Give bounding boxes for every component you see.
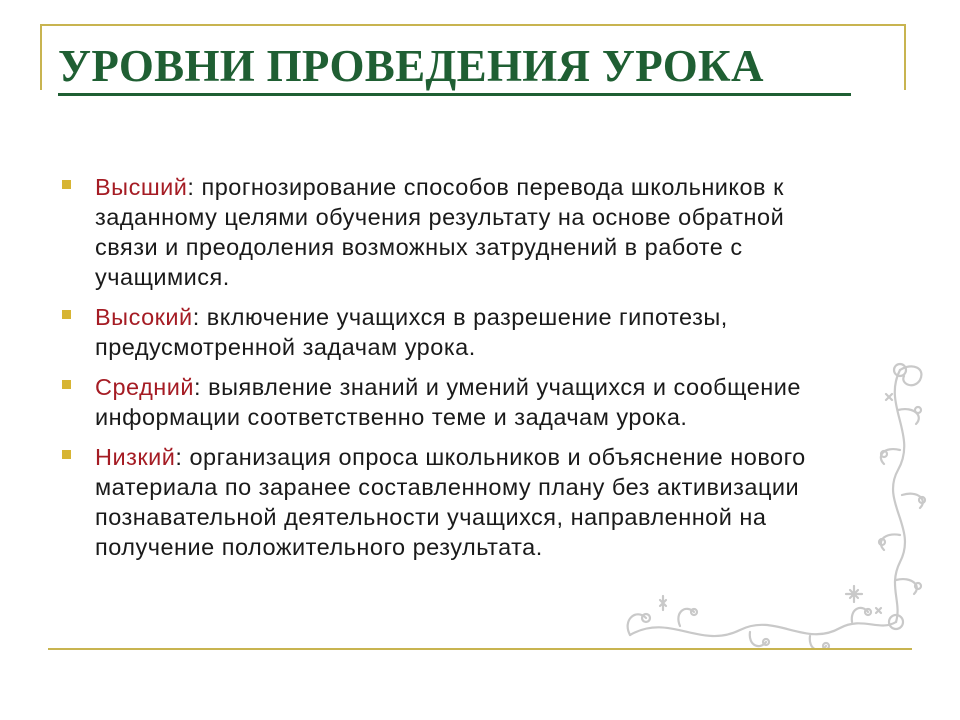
separator: : — [194, 374, 202, 400]
title-frame-left — [40, 24, 42, 90]
slide-title: УРОВНИ ПРОВЕДЕНИЯ УРОКА — [58, 41, 764, 91]
bottom-rule — [48, 648, 912, 650]
level-term: Высший — [95, 174, 188, 200]
level-description: выявление знаний и умений учащихся и сообщение информации соответственно теме и задачам урока. — [95, 374, 801, 430]
bullet-square-icon — [62, 180, 71, 189]
separator: : — [192, 304, 200, 330]
level-description: включение учащихся в разрешение гипотезы, предусмотренной задачам урока. — [95, 304, 728, 360]
item-text — [95, 172, 850, 292]
separator: : — [187, 174, 195, 200]
bullet-square-icon — [62, 450, 71, 459]
bullet-square-icon — [62, 380, 71, 389]
floral-ornament-icon — [600, 350, 940, 650]
title-frame-right — [904, 24, 906, 90]
level-description: организация опроса школьников и объяснение нового материала по заранее составленному плану без активизации познавательной деятельности учащихся, направленной на получение положительного результата. — [95, 444, 806, 560]
level-term: Высокий — [95, 304, 193, 330]
level-description: прогнозирование способов перевода школьников к заданному целями обучения результату на основе обратной связи и преодоления возможных затруднений в работе с учащимися. — [95, 174, 785, 290]
bullet-square-icon — [62, 310, 71, 319]
title-frame-top — [40, 24, 906, 26]
level-term: Низкий — [95, 444, 176, 470]
level-term: Средний — [95, 374, 195, 400]
title-underline — [58, 93, 851, 96]
separator: : — [175, 444, 183, 470]
list-item-highest — [60, 172, 850, 292]
